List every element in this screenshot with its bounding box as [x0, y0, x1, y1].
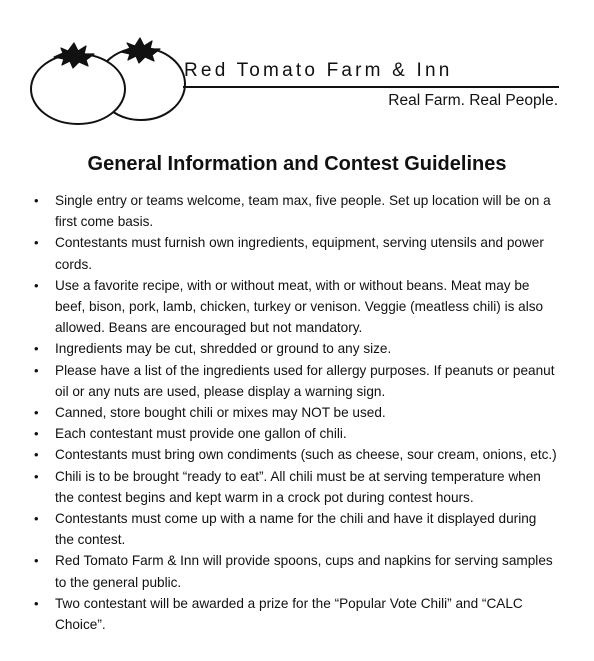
list-item	[32, 275, 557, 339]
guideline-text: Single entry or teams welcome, team max, five people. Set up location will be on a first come basis.	[55, 193, 551, 230]
brand-name: Red Tomato Farm & Inn	[184, 60, 453, 81]
bullet-icon: •	[34, 553, 39, 569]
bullet-icon: •	[34, 426, 39, 442]
list-item	[32, 232, 557, 274]
guideline-text: Contestants must furnish own ingredients, equipment, serving utensils and power cords.	[55, 235, 544, 272]
list-item	[32, 360, 557, 402]
bullet-icon: •	[34, 405, 39, 421]
guideline-text: Canned, store bought chili or mixes may NOT be used.	[55, 405, 386, 421]
guideline-text: Red Tomato Farm & Inn will provide spoons, cups and napkins for serving samples to the general public.	[55, 553, 553, 590]
list-item	[32, 466, 557, 508]
bullet-icon: •	[34, 468, 39, 484]
list-item	[32, 338, 557, 359]
guidelines-list	[32, 190, 557, 635]
page-title: General Information and Contest Guidelines	[87, 153, 507, 175]
guideline-text: Chili is to be brought “ready to eat”. All chili must be at serving temperature when the contest begins and kept warm in a crock pot during contest hours.	[55, 468, 541, 505]
list-item	[32, 402, 557, 423]
brand-divider	[183, 86, 559, 88]
list-item	[32, 508, 557, 550]
bullet-icon: •	[34, 362, 39, 378]
bullet-icon: •	[34, 277, 39, 293]
guideline-text: Use a favorite recipe, with or without meat, with or without beans. Meat may be beef, bison, pork, lamb, chicken, turkey or venison. Veggie (meatless chili) is also allowed. Beans are encouraged but not mandatory.	[55, 277, 544, 336]
bullet-icon: •	[34, 193, 39, 208]
guideline-text: Two contestant will be awarded a prize for the “Popular Vote Chili” and “CALC Choice”.	[55, 595, 523, 633]
tomato-pair-icon	[28, 32, 188, 127]
list-item	[32, 593, 557, 635]
guideline-text: Please have a list of the ingredients used for allergy purposes. If peanuts or peanut oil or any nuts are used, please display a warning sign.	[55, 362, 555, 399]
bullet-icon: •	[34, 595, 39, 611]
list-item	[32, 444, 557, 465]
tagline: Real Farm. Real People.	[388, 92, 558, 109]
bullet-icon: •	[34, 235, 39, 251]
guideline-text: Each contestant must provide one gallon of chili.	[55, 426, 347, 442]
list-item	[32, 550, 557, 592]
guideline-text: Contestants must bring own condiments (such as cheese, sour cream, onions, etc.)	[55, 447, 557, 463]
guideline-text: Ingredients may be cut, shredded or ground to any size.	[55, 341, 392, 357]
bullet-icon: •	[34, 511, 39, 527]
list-item	[32, 423, 557, 444]
list-item	[32, 190, 557, 232]
bullet-icon: •	[34, 447, 39, 463]
bullet-icon: •	[34, 341, 39, 357]
guideline-text: Contestants must come up with a name for the chili and have it displayed during the contest.	[55, 511, 537, 548]
